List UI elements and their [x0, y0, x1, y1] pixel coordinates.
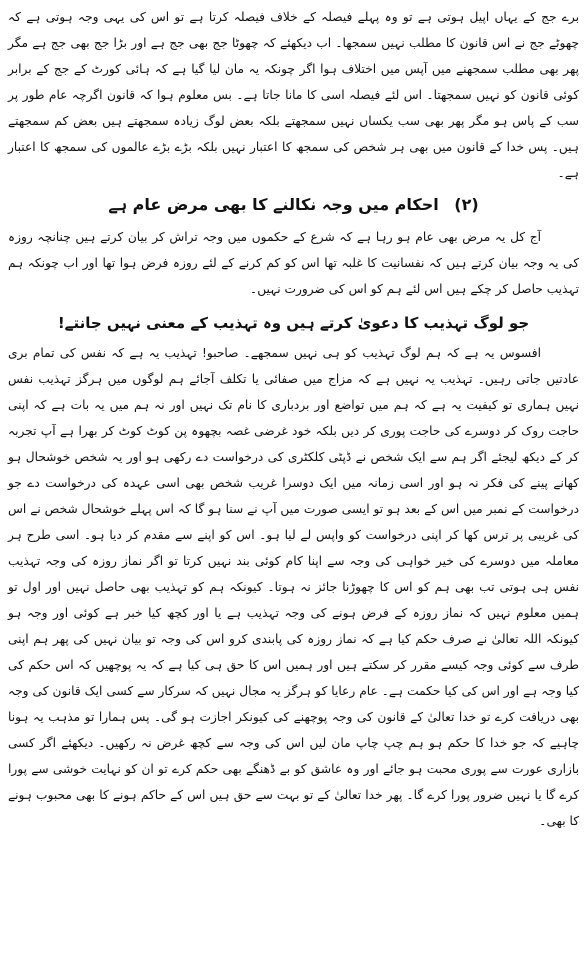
section-heading: [8, 192, 579, 218]
sub-heading: جو لوگ تہذیب کا دعویٰ کرتے ہیں وہ تہذیب کے معنی نہیں جانتے!: [57, 314, 530, 332]
section-heading-number: (۲): [454, 195, 479, 214]
paragraph-meaning-of-refinement: افسوس یہ ہے کہ ہم لوگ تہذیب کو ہی نہیں سمجھے۔ صاحبو! تہذیب یہ ہے کہ نفس کی تمام بری عادتیں جاتی رہیں۔ تہذیب یہ نہیں ہے کہ مزاج میں صفائی یا تکلف آجائے ہم لوگوں میں ہرگز تہذیب نفس نہیں ہماری تو کیفیت یہ ہے کہ ہم میں تواضع اور بردباری کا نام تک نہیں اور نہ ہم میں یہ بات ہے کہ اپنی حاجت روک کر دوسرے کی حاجت پوری کر دیں بلکہ خود غرضی غصہ بچھوہ پن کوٹ کوٹ کر بھرا ہے آپ تجربہ کر کے دیکھ لیجئے اگر ہم سے ایک شخص نے ڈپٹی کلکٹری کی درخواست دے رکھی ہو اور یہ شخص خوشحال ہو کھانے پینے کی فکر نہ ہو اور اسی زمانہ میں ایک دوسرا غریب شخص بھی اسی عہدہ کی درخواست دے جو درخواست کے نمبر میں اس کے بعد ہو تو ایسی صورت میں آپ نے سنا ہو گا کہ اس پہلے خوشحال شخص نے اس کی غریبی پر ترس کھا کر اپنی درخواست کو واپس لے لیا ہو۔ اس کو اپنے سے مقدم کر دیا ہو۔ اسی طرح ہر معاملہ میں دوسرے کی خیر خواہی کی وجہ سے اپنا کام کوئی بند نہیں کرتا تو اگر نماز روزہ کی وجہ تہذیب نفس ہی ہوتی تب بھی ہم کو اس کا چھوڑنا جائز نہ ہوتا۔ کیونکہ ہم کو تہذیب بھی حاصل نہیں اور اول تو ہمیں معلوم نہیں کہ نماز روزہ کے فرض ہونے کی وجہ تہذیب ہے یا اور کچھ کیا خبر ہے کوئی اور وجہ ہو کیونکہ اللہ تعالیٰ نے صرف حکم کیا ہے کہ نماز روزہ کی پابندی کرو اس کی وجہ تو بیان نہیں کی پھر ہم اپنی طرف سے کوئی وجہ کیسے مقرر کر سکتے ہیں اور ہمیں اس کا حق ہی کیا ہے کہ یہ پوچھیں کہ اس حکم کی کیا وجہ ہے اور اس کی کیا حکمت ہے۔ عام رعایا کو ہرگز یہ مجال نہیں کہ سرکار سے کسی ایک قانون کی وجہ بھی دریافت کرے تو خدا تعالیٰ کے قانون کی وجہ پوچھنے کی کیونکر اجازت ہو گی۔ پس ہمارا تو مذہب یہ ہونا چاہیے کہ جو خدا کا حکم ہو ہم چپ چاپ مان لیں اس کی وجہ سے کچھ غرض نہ رکھیں۔ دیکھئے اگر کسی بازاری عورت سے پوری محبت ہو جائے اور وہ عاشق کو بے ڈھنگے بھی حکم کرے تو ان کو نہایت خوشی سے پورا کرے گا یا نہیں ضرور پورا کرے گا۔ پھر خدا تعالیٰ کے تو بہت سے حق ہیں اس کے حاکم ہونے کا بھی محبوب ہونے کا بھی۔: [8, 346, 579, 828]
paragraph-reasons-for-commands: آج کل یہ مرض بھی عام ہو رہا ہے کہ شرع کے حکموں میں وجہ تراش کر بیان کرتے ہیں چنانچہ روزہ کی یہ وجہ بیان کرتے ہیں کہ نفسانیت کا غلبہ تھا اس کو کم کرنے کے لئے روزہ فرض ہوا تھا اور اب چونکہ ہم تہذیب حاصل کر چکے ہیں اس لئے ہم کو اس کی ضرورت نہیں۔: [8, 230, 579, 296]
paragraph-judges-and-law: برے جج کے یہاں اپیل ہوتی ہے تو وہ پہلے فیصلہ کے خلاف فیصلہ کرتا ہے تو اس کی یہی وجہ ہوتی ہے کہ چھوٹے جج نے اس قانون کا مطلب نہیں سمجھا۔ اب دیکھئے کہ چھوٹا جج بھی جج ہے اور بڑا جج بھی جج ہے مگر پھر بھی مطلب سمجھنے میں آپس میں اختلاف ہوا اگر چونکہ یہ مان لیا گیا ہے کہ ہائی کورٹ کے جج کے برابر کوئی قانون کو نہیں سمجھتا۔ اس لئے فیصلہ اسی کا مانا جاتا ہے۔ بس معلوم ہوا کہ قانون اگرچہ عام طور پر سب کے پاس ہو مگر پھر بھی سب یکساں نہیں سمجھتے بلکہ بعض لوگ زیادہ سمجھتے ہیں بعض کم سمجھتے ہیں۔ پس خدا کے قانون میں بھی ہر شخص کی سمجھ کا اعتبار نہیں بلکہ بڑے بڑے عالموں کی سمجھ کا اعتبار ہے۔: [8, 10, 579, 180]
section-heading-text: احکام میں وجہ نکالنے کا بھی مرض عام ہے: [108, 195, 439, 214]
